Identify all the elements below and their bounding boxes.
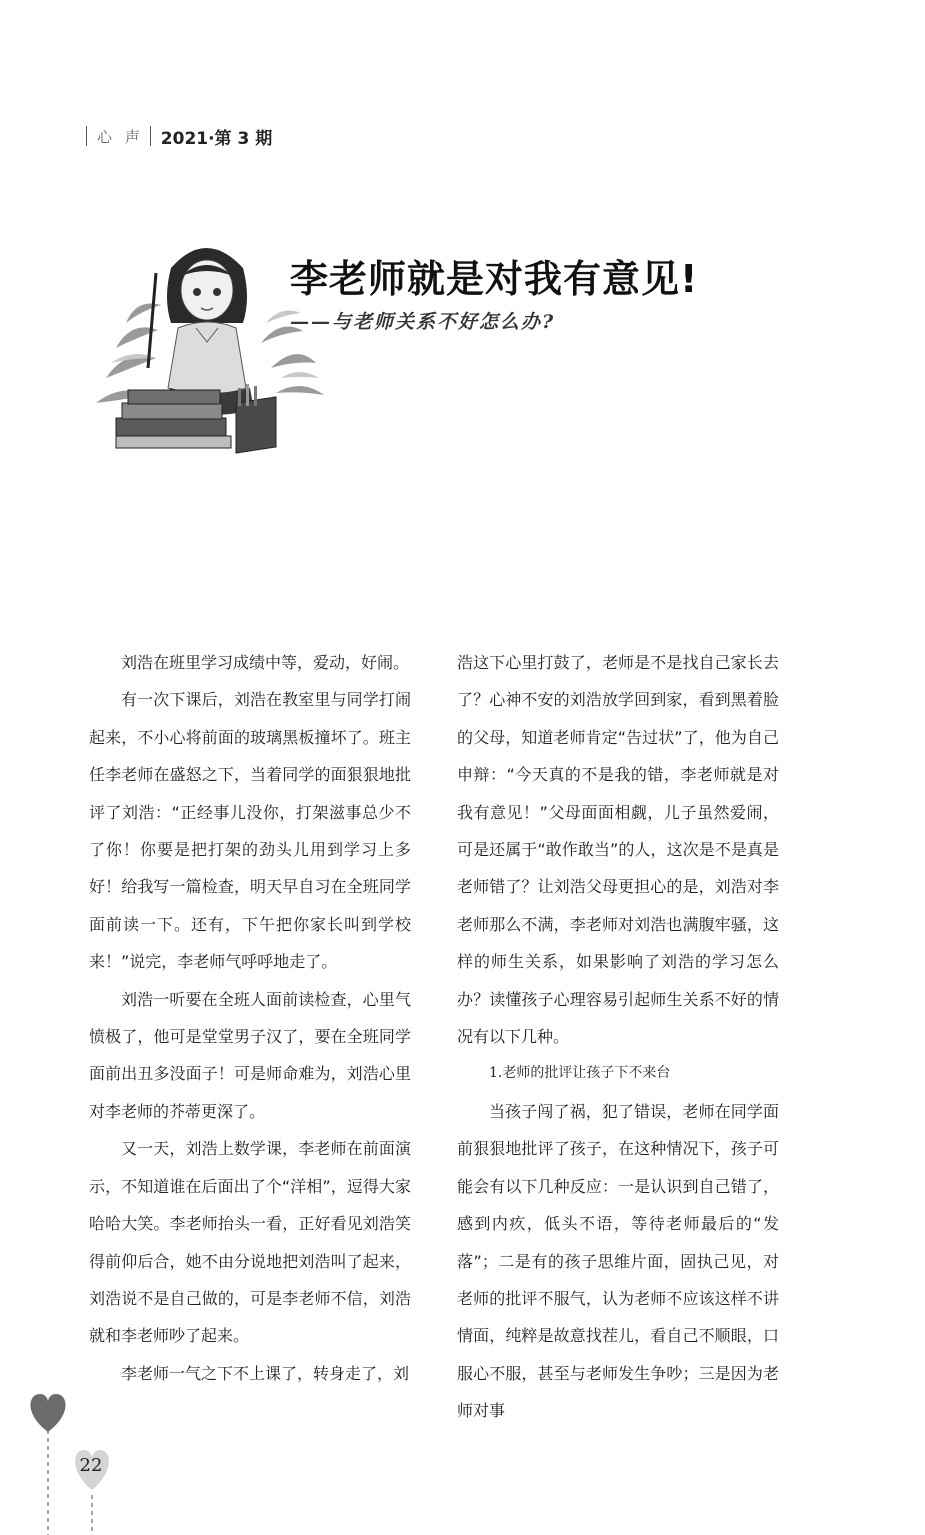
article-title: 李老师就是对我有意见! bbox=[290, 257, 699, 301]
section-heading: 1.老师的批评让孩子下不来台 bbox=[489, 1065, 671, 1082]
issue-label: 2021·第 3 期 bbox=[160, 128, 273, 149]
running-header bbox=[86, 124, 272, 148]
paragraph: 当孩子闯了祸，犯了错误，老师在同学面前狠狠地批评了孩子，在这种情况下，孩子可能会有以下几种反应：一是认识到自己错了，感到内疚，低头不语，等待老师最后的“发落”；二是有的孩子思维片面，固执己见，对老师的批评不服气，认为老师不应该这样不讲情面，纯粹是故意找茬儿，看自己不顺眼，口服心不服，甚至与老师发生争吵；三是因为老师对事 bbox=[457, 1101, 779, 1421]
left-column bbox=[89, 644, 411, 1392]
column-name: 心 声 bbox=[97, 127, 144, 146]
paragraph: 刘浩在班里学习成绩中等，爱动，好闹。 bbox=[121, 653, 410, 672]
article-subtitle: ——与老师关系不好怎么办? bbox=[290, 311, 556, 333]
paragraph: 有一次下课后，刘浩在教室里与同学打闹起来，不小心将前面的玻璃黑板撞坏了。班主任李老师在盛怒之下，当着同学的面狠狠地批评了刘浩：“正经事儿没你，打架滋事总少不了你！你要是把打架的劲头儿用到学习上多好！给我写一篇检查，明天早自习在全班同学面前读一下。还有，下午把你家长叫到学校来！”说完，李老师气呼呼地走了。 bbox=[89, 690, 411, 972]
paragraph-continued: 浩这下心里打鼓了，老师是不是找自己家长去了？心神不安的刘浩放学回到家，看到黑着脸的父母，知道老师肯定“告过状”了，他为自己申辩：“今天真的不是我的错，李老师就是对我有意见！”父母面面相觑，儿子虽然爱闹，可是还属于“敢作敢当”的人，这次是不是真是老师错了？让刘浩父母更担心的是，刘浩对李老师那么不满，李老师对刘浩也满腹牢骚，这样的师生关系，如果影响了刘浩的学习怎么办？读懂孩子心理容易引起师生关系不好的情况有以下几种。 bbox=[457, 653, 779, 1047]
paragraph: 李老师一气之下不上课了，转身走了，刘 bbox=[121, 1363, 410, 1383]
page-number: 22 bbox=[79, 1455, 103, 1476]
right-column bbox=[457, 644, 779, 1430]
paragraph: 又一天，刘浩上数学课，李老师在前面演示，不知道谁在后面出了个“洋相”，逗得大家哈哈大笑。李老师抬头一看，正好看见刘浩笑得前仰后合，她不由分说地把刘浩叫了起来，刘浩说不是自己做的，可是李老师不信，刘浩就和李老师吵了起来。 bbox=[89, 1139, 411, 1346]
paragraph: 刘浩一听要在全班人面前读检查，心里气愤极了，他可是堂堂男子汉了，要在全班同学面前出丑多没面子！可是师命难为，刘浩心里对李老师的芥蒂更深了。 bbox=[89, 989, 411, 1121]
